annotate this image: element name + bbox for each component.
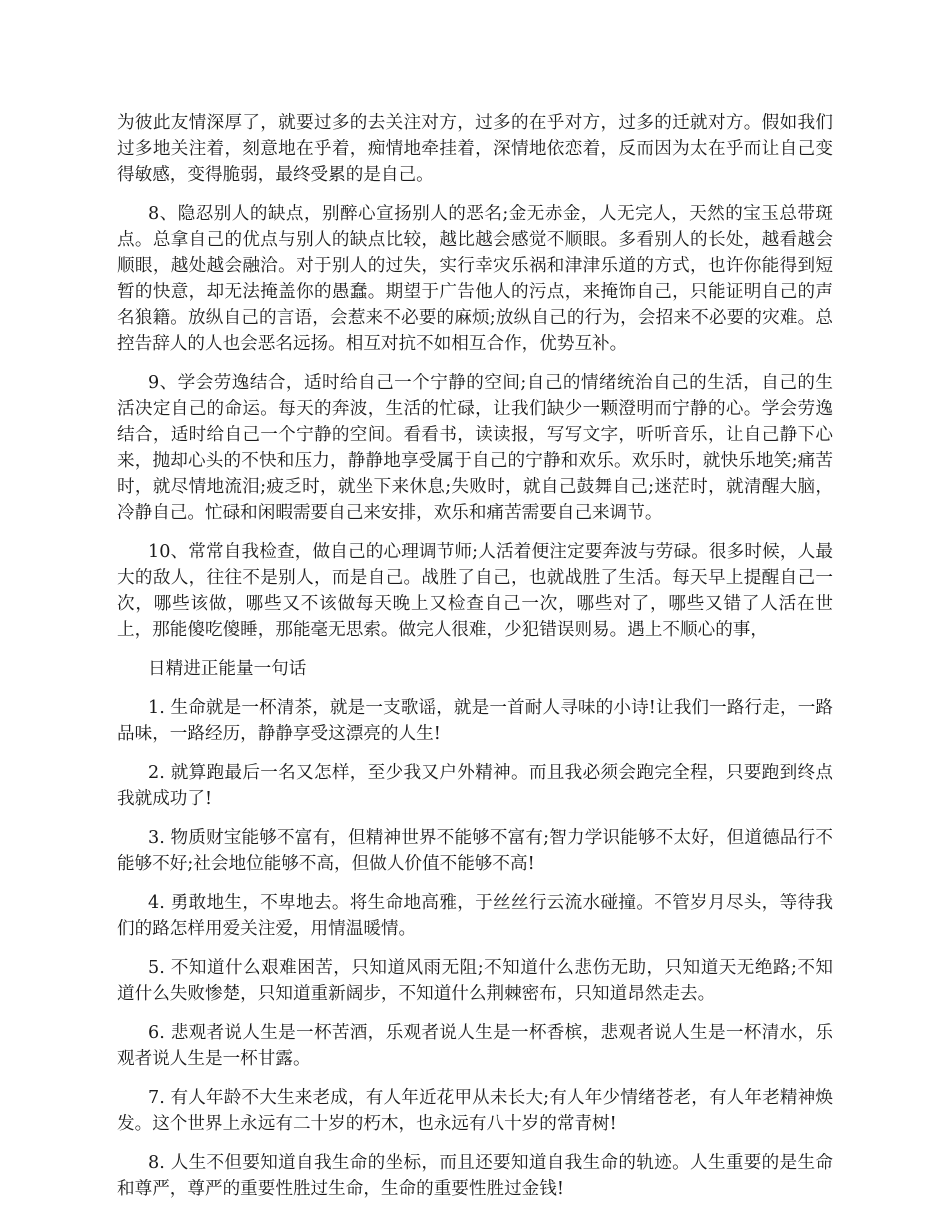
quote-item-4: 4. 勇敢地生，不卑地去。将生命地高雅，于丝丝行云流水碰撞。不管岁月尽头，等待我们的路怎样用爱关注爱，用情温暖情。 <box>117 893 833 939</box>
quote-item-5: 5. 不知道什么艰难困苦，只知道风雨无阻;不知道什么悲伤无助，只知道天无绝路;不知道什么失败惨楚，只知道重新阔步，不知道什么荆棘密布，只知道昂然走去。 <box>117 958 833 1004</box>
paragraph-continuation: 为彼此友情深厚了，就要过多的去关注对方，过多的在乎对方，过多的迁就对方。假如我们过多地关注着，刻意地在乎着，痴情地牵挂着，深情地依恋着，反而因为太在乎而让自己变得敏感，变得脆弱，最终受累的是自己。 <box>117 113 833 185</box>
quote-item-3: 3. 物质财宝能够不富有，但精神世界不能够不富有;智力学识能够不太好，但道德品行不能够不好;社会地位能够不高，但做人价值不能够不高! <box>117 828 833 874</box>
paragraph-item-9: 9、学会劳逸结合，适时给自己一个宁静的空间;自己的情绪统治自己的生活，自己的生活决定自己的命运。每天的奔波，生活的忙碌，让我们缺少一颗澄明而宁静的心。学会劳逸结合，适时给自己一个宁静的空间。看看书，读读报，写写文字，听听音乐，让自己静下心来，抛却心头的不快和压力，静静地享受属于自己的宁静和欢乐。欢乐时，就快乐地笑;痛苦时，就尽情地流泪;疲乏时，就坐下来休息;失败时，就自己鼓舞自己;迷茫时，就清醒大脑，冷静自己。忙碌和闲暇需要自己来安排，欢乐和痛苦需要自己来调节。 <box>117 373 833 523</box>
paragraph-item-8: 8、隐忍别人的缺点，别醉心宣扬别人的恶名;金无赤金，人无完人，天然的宝玉总带斑点。总拿自己的优点与别人的缺点比较，越比越会感觉不顺眼。多看别人的长处，越看越会顺眼，越处越会融洽。对于别人的过失，实行幸灾乐祸和津津乐道的方式，也许你能得到短暂的快意，却无法掩盖你的愚蠢。期望于广告他人的污点，来掩饰自己，只能证明自己的声名狼籍。放纵自己的言语，会惹来不必要的麻烦;放纵自己的行为，会招来不必要的灾难。总控告辞人的人也会恶名远扬。相互对抗不如相互合作，优势互补。 <box>117 204 833 354</box>
section-heading: 日精进正能量一句话 <box>148 659 307 679</box>
quote-item-7: 7. 有人年龄不大生来老成，有人年近花甲从未长大;有人年少情绪苍老，有人年老精神焕发。这个世界上永远有二十岁的朽木，也永远有八十岁的常青树! <box>117 1088 833 1134</box>
paragraph-item-10: 10、常常自我检查，做自己的心理调节师;人活着便注定要奔波与劳碌。很多时候，人最大的敌人，往往不是别人，而是自己。战胜了自己，也就战胜了生活。每天早上提醒自己一次，哪些该做，哪些又不该做每天晚上又检查自己一次，哪些对了，哪些又错了人活在世上，那能傻吃傻睡，那能毫无思索。做完人很难，少犯错误则易。遇上不顺心的事， <box>117 542 833 640</box>
quote-item-8: 8. 人生不但要知道自我生命的坐标，而且还要知道自我生命的轨迹。人生重要的是生命和尊严，尊严的重要性胜过生命，生命的重要性胜过金钱! <box>117 1153 833 1199</box>
document-body <box>117 110 833 1215</box>
quote-item-6: 6. 悲观者说人生是一杯苦酒，乐观者说人生是一杯香槟，悲观者说人生是一杯清水，乐观者说人生是一杯甘露。 <box>117 1023 833 1069</box>
quote-item-1: 1. 生命就是一杯清茶，就是一支歌谣，就是一首耐人寻味的小诗!让我们一路行走，一路品味，一路经历，静静享受这漂亮的人生! <box>117 698 833 744</box>
quote-item-2: 2. 就算跑最后一名又怎样，至少我又户外精神。而且我必须会跑完全程，只要跑到终点我就成功了! <box>117 763 833 809</box>
